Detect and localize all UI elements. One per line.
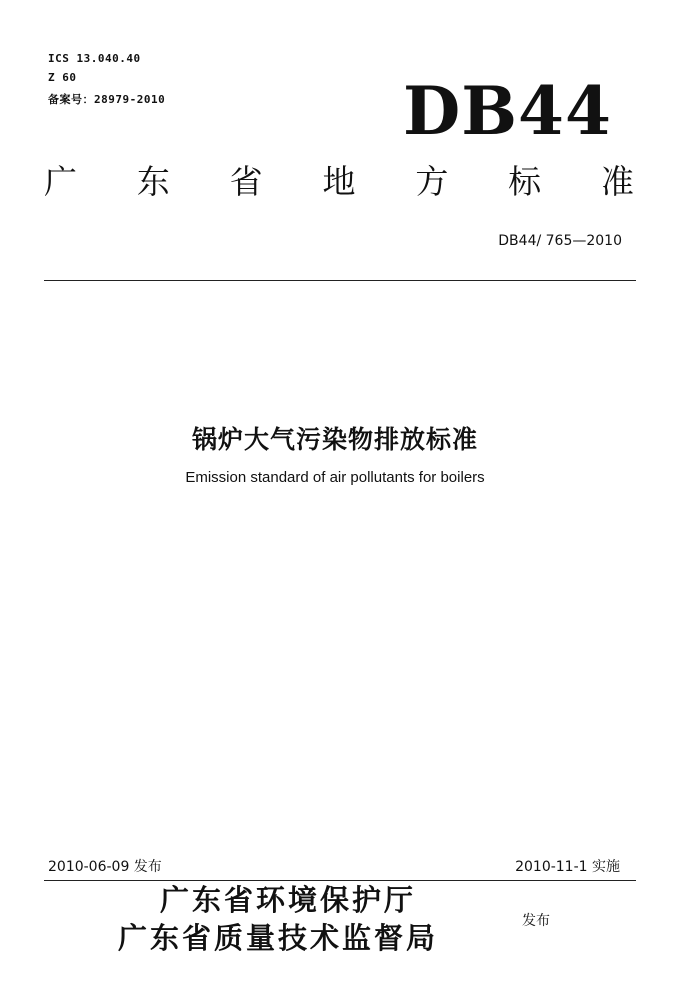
standard-type-char: 东	[136, 162, 170, 201]
standard-type-char: 标	[508, 162, 542, 201]
ics-code: ICS 13.040.40	[48, 52, 141, 65]
issue-label: 发布	[522, 913, 550, 929]
bottom-divider	[44, 880, 636, 881]
db44-logo: DB44	[403, 72, 612, 150]
classification-code: Z 60	[48, 71, 77, 84]
standard-type-heading	[44, 162, 634, 201]
issuer-quality-bureau: 广东省质量技术监督局	[118, 921, 439, 955]
standard-type-char: 地	[322, 162, 356, 201]
top-divider	[44, 280, 636, 281]
document-title-cn: 锅炉大气污染物排放标准	[191, 425, 478, 454]
issuer-environment-department: 广东省环境保护厅	[160, 883, 417, 917]
standard-number: DB44/ 765—2010	[498, 233, 622, 249]
document-title-en: Emission standard of air pollutants for boilers	[185, 469, 485, 486]
publish-date: 2010-06-09 发布	[48, 859, 162, 875]
implement-date: 2010-11-1 实施	[515, 859, 620, 875]
standard-type-char: 方	[415, 162, 449, 201]
record-number: 备案号：28979-2010	[48, 93, 166, 106]
standard-type-char: 广	[44, 162, 77, 201]
standard-type-char: 省	[229, 162, 263, 201]
standard-type-char: 准	[600, 162, 634, 201]
